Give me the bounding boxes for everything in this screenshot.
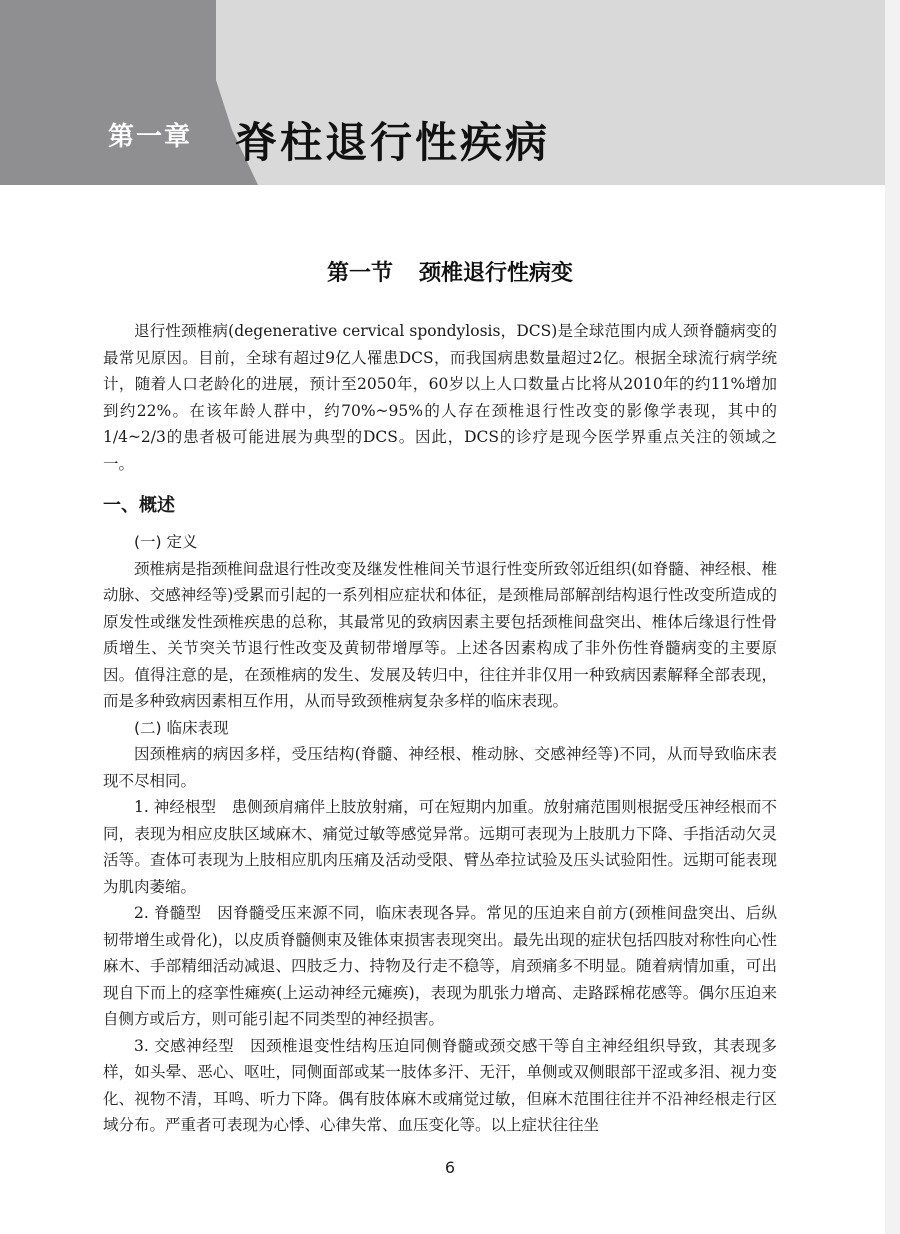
- body-text: [103, 318, 777, 1139]
- section-title: [0, 256, 900, 287]
- intro-paragraph: 退行性颈椎病(degenerative cervical spondylosis，DCS)是全球范围内成人颈脊髓病变的最常见原因。目前，全球有超过9亿人罹患DCS，而我国病患数量超过2亿。根据全球流行病学统计，随着人口老龄化的进展，预计至2050年，60岁以上人口数量占比将从2010年的约11%增加到约22%。在该年龄人群中，约70%~95%的人存在颈椎退行性改变的影像学表现，其中的1/4~2/3的患者极可能进展为典型的DCS。因此，DCS的诊疗是现今医学界重点关注的领域之一。: [103, 322, 777, 473]
- list-item-myelopathy-type: 2. 脊髓型 因脊髓受压来源不同，临床表现各异。常见的压迫来自前方(颈椎间盘突出、后纵韧带增生或骨化)，以皮质脊髓侧束及锥体束损害表现突出。最先出现的症状包括四肢对称性向心性麻木、手部精细活动减退、四肢乏力、持物及行走不稳等，肩颈痛多不明显。随着病情加重，可出现自下而上的痉挛性瘫痪(上运动神经元瘫痪)，表现为肌张力增高、走路踩棉花感等。偶尔压迫来自侧方或后方，则可能引起不同类型的神经损害。: [103, 904, 777, 1028]
- chapter-title: 脊柱退行性疾病: [235, 118, 551, 167]
- page-edge-bar: [885, 0, 900, 1234]
- chapter-label: 第一章: [108, 122, 193, 152]
- subheading-clinical-presentation: (二) 临床表现: [134, 718, 229, 737]
- definition-paragraph: 颈椎病是指颈椎间盘退行性改变及继发性椎间关节退行性变所致邻近组织(如脊髓、神经根、椎动脉、交感神经等)受累而引起的一系列相应症状和体征，是颈椎局部解剖结构退行性改变所造成的原发性或继发性颈椎疾患的总称，其最常见的致病因素主要包括颈椎间盘突出、椎体后缘退行性骨质增生、关节突关节退行性改变及黄韧带增厚等。上述各因素构成了非外伤性脊髓病变的主要原因。值得注意的是，在颈椎病的发生、发展及转归中，往往并非仅用一种致病因素解释全部表现，而是多种致病因素相互作用，从而导致颈椎病复杂多样的临床表现。: [103, 559, 777, 710]
- section-number: 第一节: [326, 261, 393, 286]
- list-item-sympathetic-type: 3. 交感神经型 因颈椎退变性结构压迫同侧脊髓或颈交感干等自主神经组织导致，其表现多样，如头晕、恶心、呕吐，同侧面部或某一肢体多汗、无汗，单侧或双侧眼部干涩或多泪、视力变化、视物不清，耳鸣、听力下降。偶有肢体麻木或痛觉过敏，但麻木范围往往并不沿神经根走行区域分布。严重者可表现为心悸、心律失常、血压变化等。以上症状往往坐: [103, 1036, 777, 1134]
- clinical-intro-paragraph: 因颈椎病的病因多样，受压结构(脊髓、神经根、椎动脉、交感神经等)不同，从而导致临床表现不尽相同。: [103, 745, 777, 790]
- heading-overview: 一、概述: [103, 495, 175, 516]
- list-item-nerve-root-type: 1. 神经根型 患侧颈肩痛伴上肢放射痛，可在短期内加重。放射痛范围则根据受压神经根而不同，表现为相应皮肤区域麻木、痛觉过敏等感觉异常。远期可表现为上肢肌力下降、手指活动欠灵活等。查体可表现为上肢相应肌肉压痛及活动受限、臂丛牵拉试验及压头试验阳性。远期可能表现为肌肉萎缩。: [103, 798, 777, 896]
- section-title-text: 颈椎退行性病变: [419, 261, 574, 286]
- page-number: 6: [444, 1158, 456, 1177]
- subheading-definition: (一) 定义: [134, 533, 198, 551]
